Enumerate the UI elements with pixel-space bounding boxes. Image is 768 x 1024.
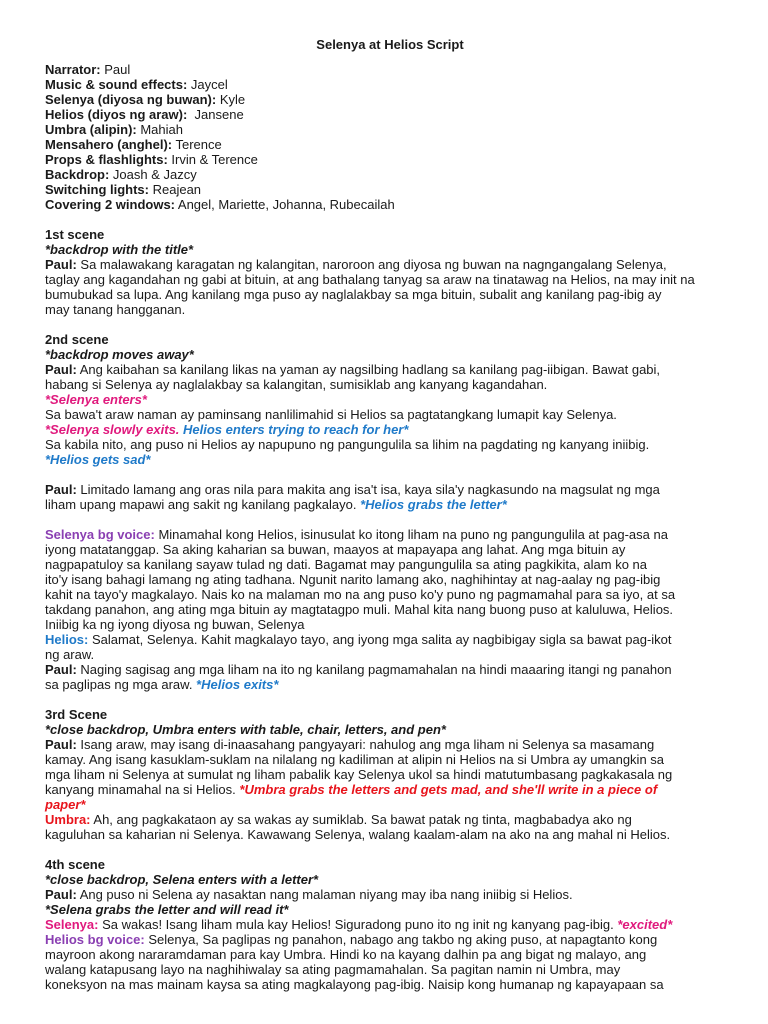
script-line — [45, 932, 735, 947]
text-segment: Terence — [172, 137, 222, 152]
text-segment: ito'y isang bahagi lamang ng ating tadhana. Ngunit narito lamang ako, naghihintay at nag-aalay ng pag-ibig — [45, 572, 661, 587]
script-line — [45, 752, 735, 767]
text-segment: Selenya: — [45, 917, 99, 932]
script-line — [45, 422, 735, 437]
text-segment: Kyle — [216, 92, 246, 107]
text-segment: paper* — [45, 797, 86, 812]
text-segment: *close backdrop, Selena enters with a letter* — [45, 872, 319, 887]
script-line — [45, 122, 735, 137]
text-segment: Mensahero (anghel): — [45, 137, 173, 152]
text-segment: Jansene — [187, 107, 244, 122]
text-segment: 1st scene — [45, 227, 105, 242]
text-segment: nagpapatuloy sa kanilang sayaw tulad ng dati. Bagamat may pangungulila sa ating pagkikita, alam ko na — [45, 557, 648, 572]
text-segment: Selenya (diyosa ng buwan): — [45, 92, 217, 107]
script-line — [45, 257, 735, 272]
text-segment: Joash & Jazcy — [109, 167, 197, 182]
script-line — [45, 227, 735, 242]
script-line — [45, 647, 735, 662]
document-title: Selenya at Helios Script — [316, 37, 464, 52]
script-line — [45, 272, 735, 287]
script-line — [45, 197, 735, 212]
text-segment: Paul: — [45, 257, 77, 272]
text-segment: Narrator: — [45, 62, 101, 77]
text-segment: kamay. Ang isang kasuklam-suklam na nilalang ng kadiliman at alipin ni Helios na si Umbra ay umangkin sa — [45, 752, 665, 767]
text-segment: 2nd scene — [45, 332, 109, 347]
script-line — [45, 887, 735, 902]
script-line — [45, 242, 735, 257]
text-segment: *backdrop with the title* — [45, 242, 194, 257]
text-segment: *Selena grabs the letter and will read it* — [45, 902, 289, 917]
script-line — [45, 527, 735, 542]
text-segment: Paul: — [45, 662, 77, 677]
text-segment: takdang panahon, ang ating mga bituin ay magtatagpo muli. Mahal kita nang buong puso at kaluluwa, Helios. — [45, 602, 674, 617]
text-segment: *Helios grabs the letter* — [360, 497, 507, 512]
text-segment: Covering 2 windows: — [45, 197, 176, 212]
paragraph-spacer — [45, 317, 735, 332]
text-segment: mga liham ni Selenya at sumulat ng liham pabalik kay Selenya ukol sa hindi matutumbasang pagkakasala ng — [45, 767, 673, 782]
text-segment: Sa malawakang karagatan ng kalangitan, naroroon ang diyosa ng buwan na nagngangalang Selenya, — [76, 257, 667, 272]
text-segment: Switching lights: — [45, 182, 149, 197]
text-segment: *close backdrop, Umbra enters with table, chair, letters, and pen* — [45, 722, 446, 737]
text-segment: Isang araw, may isang di-inaasahang pangyayari: nahulog ang mga liham ni Selenya sa masamang — [76, 737, 655, 752]
script-line — [45, 617, 735, 632]
script-line — [45, 782, 735, 797]
script-line — [45, 437, 735, 452]
text-segment: ng araw. — [45, 647, 95, 662]
text-segment: Selenya bg voice: — [45, 527, 155, 542]
text-segment: Limitado lamang ang oras nila para makita ang isa't isa, kaya sila'y nagkasundo na magsulat ng mga — [76, 482, 660, 497]
paragraph-spacer — [45, 512, 735, 527]
text-segment: Mahiah — [136, 122, 183, 137]
script-line — [45, 797, 735, 812]
script-line — [45, 332, 735, 347]
script-line — [45, 587, 735, 602]
text-segment: Sa bawa't araw naman ay paminsang nanlilimahid si Helios sa pagtatangkang lumapit kay Selenya. — [45, 407, 617, 422]
text-segment: bumubukad sa lupa. Ang kanilang mga puso ay naglalakbay sa mga bituin, subalit ang kanilang pag-ibig ay — [45, 287, 662, 302]
script-line — [45, 62, 735, 77]
text-segment: Music & sound effects: — [45, 77, 188, 92]
text-segment: may tanang hangganan. — [45, 302, 186, 317]
text-segment: *Selenya enters* — [45, 392, 147, 407]
script-line — [45, 707, 735, 722]
text-segment: iyong matatanggap. Sa aking kaharian sa buwan, maayos at mapayapa ang lahat. Ang mga bituin ay — [45, 542, 626, 557]
text-segment: Irvin & Terence — [167, 152, 258, 167]
text-segment: Helios bg voice: — [45, 932, 145, 947]
script-line — [45, 767, 735, 782]
script-line — [45, 947, 735, 962]
script-line — [45, 287, 735, 302]
text-segment: walang katapusang layo na naghihiwalay sa ating pagmamahalan. Sa pagitan namin ni Umbra, may — [45, 962, 621, 977]
script-line — [45, 632, 735, 647]
script-line — [45, 407, 735, 422]
text-segment: Reajean — [149, 182, 202, 197]
paragraph-spacer — [45, 692, 735, 707]
text-segment: Paul: — [45, 887, 77, 902]
paragraph-spacer — [45, 842, 735, 857]
text-segment: sa paglipas ng mga araw. — [45, 677, 197, 692]
script-line — [45, 482, 735, 497]
script-line — [45, 107, 735, 122]
text-segment: *Helios gets sad* — [45, 452, 151, 467]
script-line — [45, 977, 735, 992]
text-segment: Sa wakas! Isang liham mula kay Helios! Siguradong puno ito ng init ng kanyang pag-ibig. — [98, 917, 618, 932]
text-segment: Backdrop: — [45, 167, 110, 182]
script-line — [45, 602, 735, 617]
text-segment: *backdrop moves away* — [45, 347, 194, 362]
text-segment: Selenya, Sa paglipas ng panahon, nabago ang takbo ng aking puso, at napagtanto kong — [144, 932, 658, 947]
text-segment: Ah, ang pagkakataon ay sa wakas ay sumiklab. Sa bawat patak ng tinta, magbabadya ako ng — [90, 812, 632, 827]
text-segment: Helios: — [45, 632, 89, 647]
script-line — [45, 137, 735, 152]
script-line — [45, 812, 735, 827]
paragraph-spacer — [45, 212, 735, 227]
script-line — [45, 917, 735, 932]
text-segment: Paul: — [45, 482, 77, 497]
text-segment: Paul: — [45, 737, 77, 752]
script-line — [45, 77, 735, 92]
text-segment: *Helios exits* — [196, 677, 279, 692]
text-segment: Jaycel — [187, 77, 228, 92]
script-line — [45, 827, 735, 842]
text-segment: Naging sagisag ang mga liham na ito ng kanilang pagmamahalan na hindi maaaring itangi ng panahon — [76, 662, 672, 677]
text-segment: Minamahal kong Helios, isinusulat ko itong liham na puno ng pangungulila at pag-asa na — [154, 527, 668, 542]
text-segment: 4th scene — [45, 857, 105, 872]
text-segment: 3rd Scene — [45, 707, 108, 722]
script-line — [45, 92, 735, 107]
script-line — [45, 557, 735, 572]
text-segment: liham upang mapawi ang sakit ng kanilang pagkalayo. — [45, 497, 361, 512]
text-segment: mayroon akong nararamdaman para kay Umbra. Hindi ko na kayang dalhin pa ang bigat ng malayo, ang — [45, 947, 647, 962]
text-segment: Ang kaibahan sa kanilang likas na yaman ay nagsilbing hadlang sa kanilang pag-iibigan. Bawat gabi, — [76, 362, 661, 377]
text-segment: Angel, Mariette, Johanna, Rubecailah — [175, 197, 395, 212]
text-segment: koneksyon na mas mainam kaysa sa ating magkalayong pag-ibig. Naisip kong humanap ng kapayapaan sa — [45, 977, 664, 992]
script-line — [45, 452, 735, 467]
script-line — [45, 677, 735, 692]
script-line — [45, 497, 735, 512]
script-line — [45, 167, 735, 182]
script-line — [45, 347, 735, 362]
script-line — [45, 392, 735, 407]
text-segment: Salamat, Selenya. Kahit magkalayo tayo, ang iyong mga salita ay nagbibigay sigla sa bawat pag-ikot — [88, 632, 672, 647]
script-line — [45, 722, 735, 737]
script-line — [45, 662, 735, 677]
script-line — [45, 377, 735, 392]
text-segment: Iniibig ka ng iyong diyosa ng buwan, Selenya — [45, 617, 305, 632]
text-segment: Ang puso ni Selena ay nasaktan nang malaman niyang may iba nang iniibig si Helios. — [76, 887, 573, 902]
text-segment: taglay ang kagandahan ng gabi at bituin, at ang bathalang tanyag sa araw na tinatawag na Helios, na may init na — [45, 272, 695, 287]
script-line — [45, 152, 735, 167]
script-line — [45, 542, 735, 557]
text-segment: kahit na tayo'y magkalayo. Nais ko na malaman mo na ang puso ko'y puno ng pagmamahal para sa iyo, at sa — [45, 587, 676, 602]
script-body — [45, 62, 735, 992]
text-segment: Helios enters trying to reach for her* — [179, 422, 409, 437]
text-segment: *Umbra grabs the letters and gets mad, and she'll write in a piece of — [239, 782, 658, 797]
script-line — [45, 872, 735, 887]
paragraph-spacer — [45, 467, 735, 482]
text-segment: Paul: — [45, 362, 77, 377]
text-segment: habang si Selenya ay naglalakbay sa kalangitan, sumisiklab ang kanyang kagandahan. — [45, 377, 548, 392]
text-segment: Sa kabila nito, ang puso ni Helios ay napupuno ng pangungulila sa lihim na pagdating ng kanyang iniibig. — [45, 437, 650, 452]
script-line — [45, 737, 735, 752]
text-segment: Umbra: — [45, 812, 91, 827]
text-segment: kanyang minamahal na si Helios. — [45, 782, 240, 797]
script-line — [45, 902, 735, 917]
text-segment: Umbra (alipin): — [45, 122, 137, 137]
text-segment: Paul — [100, 62, 131, 77]
script-line — [45, 302, 735, 317]
text-segment: kaguluhan sa kaharian ni Selenya. Kawawang Selenya, walang kaalam-alam na ako na ang mahal ni Helios. — [45, 827, 671, 842]
text-segment: Helios (diyos ng araw): — [45, 107, 188, 122]
text-segment: Props & flashlights: — [45, 152, 168, 167]
script-document — [45, 37, 735, 992]
text-segment: *excited* — [617, 917, 673, 932]
text-segment: *Selenya slowly exits. — [45, 422, 180, 437]
script-line — [45, 182, 735, 197]
script-line — [45, 362, 735, 377]
script-line — [45, 857, 735, 872]
script-line — [45, 962, 735, 977]
script-line — [45, 572, 735, 587]
